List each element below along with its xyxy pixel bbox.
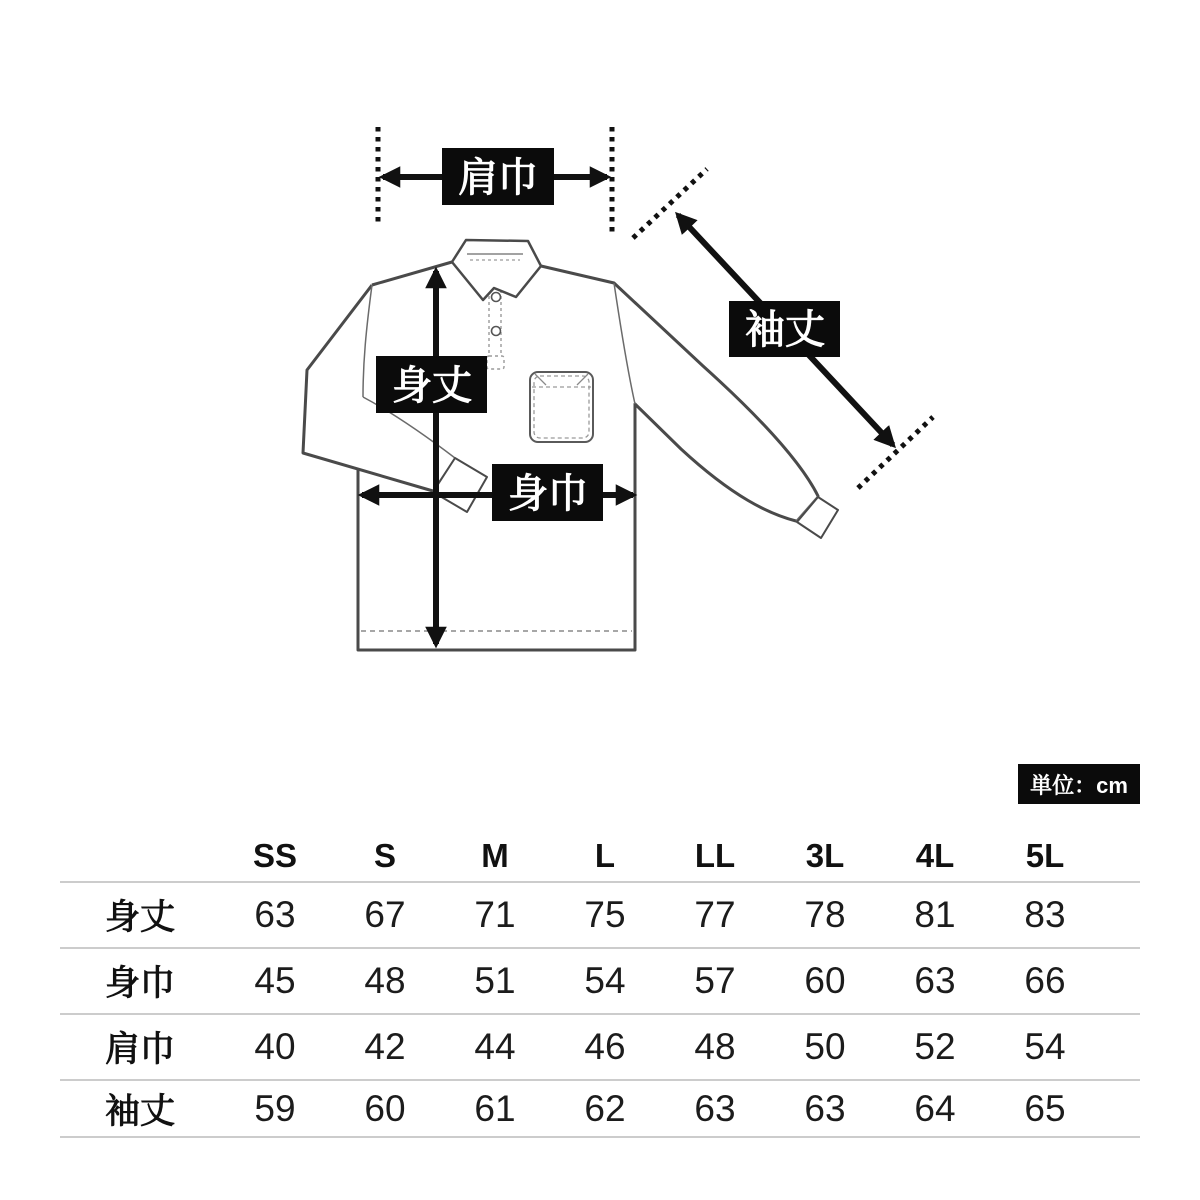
size-column-header: SS xyxy=(252,837,298,874)
size-table xyxy=(60,831,1140,1138)
size-column-header: L xyxy=(594,837,616,874)
size-value-cell: 62 xyxy=(584,1087,626,1129)
size-value-cell: 71 xyxy=(474,894,516,935)
size-value-cell: 45 xyxy=(254,960,296,1001)
size-value-cell: 64 xyxy=(914,1087,956,1129)
size-value-cell: 83 xyxy=(1024,894,1066,935)
size-value-cell: 52 xyxy=(914,1026,956,1067)
size-value-cell: 67 xyxy=(364,894,406,935)
chest-pocket xyxy=(530,372,593,442)
size-value-cell: 66 xyxy=(1024,960,1066,1001)
table-row-body-width xyxy=(60,949,1140,1015)
sleeve-guide-bottom-dotted-line xyxy=(858,417,933,488)
size-value-cell: 63 xyxy=(254,894,296,935)
size-value-cell: 75 xyxy=(584,894,626,935)
size-value-cell: 51 xyxy=(474,960,516,1001)
table-row-shoulder-width xyxy=(60,1015,1140,1081)
body-length-label: 身丈 xyxy=(392,364,472,408)
size-value-cell: 61 xyxy=(474,1087,516,1129)
size-value-cell: 60 xyxy=(804,960,846,1001)
sleeve-guide-top-dotted-line xyxy=(633,169,707,238)
shoulder-width-label: 肩巾 xyxy=(458,156,538,200)
size-value-cell: 78 xyxy=(804,894,846,935)
size-column-header: 3L xyxy=(805,837,845,874)
size-value-cell: 42 xyxy=(364,1026,406,1067)
size-value-cell: 54 xyxy=(584,960,626,1001)
size-value-cell: 57 xyxy=(694,960,736,1001)
size-value-cell: 65 xyxy=(1024,1087,1066,1129)
size-value-cell: 50 xyxy=(804,1026,846,1067)
size-value-cell: 59 xyxy=(254,1087,296,1129)
size-value-cell: 77 xyxy=(694,894,736,935)
size-table-header-row xyxy=(60,831,1140,883)
row-label: 肩巾 xyxy=(104,1030,175,1069)
unit-badge: 単位：cm xyxy=(1018,764,1140,804)
table-row-sleeve-length xyxy=(60,1081,1140,1138)
row-label: 袖丈 xyxy=(104,1091,175,1131)
size-column-header: 5L xyxy=(1025,837,1065,874)
row-label: 身丈 xyxy=(104,898,175,937)
placket-bottom-box xyxy=(487,356,504,369)
size-value-cell: 81 xyxy=(914,894,956,935)
size-column-header: 4L xyxy=(915,837,955,874)
size-value-cell: 63 xyxy=(804,1087,846,1129)
body-width-label: 身巾 xyxy=(508,472,588,516)
size-column-header: S xyxy=(373,837,396,874)
size-column-header: LL xyxy=(694,837,736,874)
size-value-cell: 48 xyxy=(364,960,406,1001)
placket-button xyxy=(492,293,501,302)
size-value-cell: 60 xyxy=(364,1087,406,1129)
size-value-cell: 48 xyxy=(694,1026,736,1067)
row-label: 身巾 xyxy=(104,964,175,1003)
table-row-body-length xyxy=(60,883,1140,949)
size-value-cell: 44 xyxy=(474,1026,516,1067)
size-column-header: M xyxy=(481,837,509,874)
placket-button xyxy=(492,327,501,336)
size-value-cell: 40 xyxy=(254,1026,296,1067)
sleeve-length-label: 袖丈 xyxy=(745,308,825,352)
size-value-cell: 46 xyxy=(584,1026,626,1067)
size-value-cell: 63 xyxy=(694,1087,736,1129)
size-value-cell: 63 xyxy=(914,960,956,1001)
size-value-cell: 54 xyxy=(1024,1026,1066,1067)
